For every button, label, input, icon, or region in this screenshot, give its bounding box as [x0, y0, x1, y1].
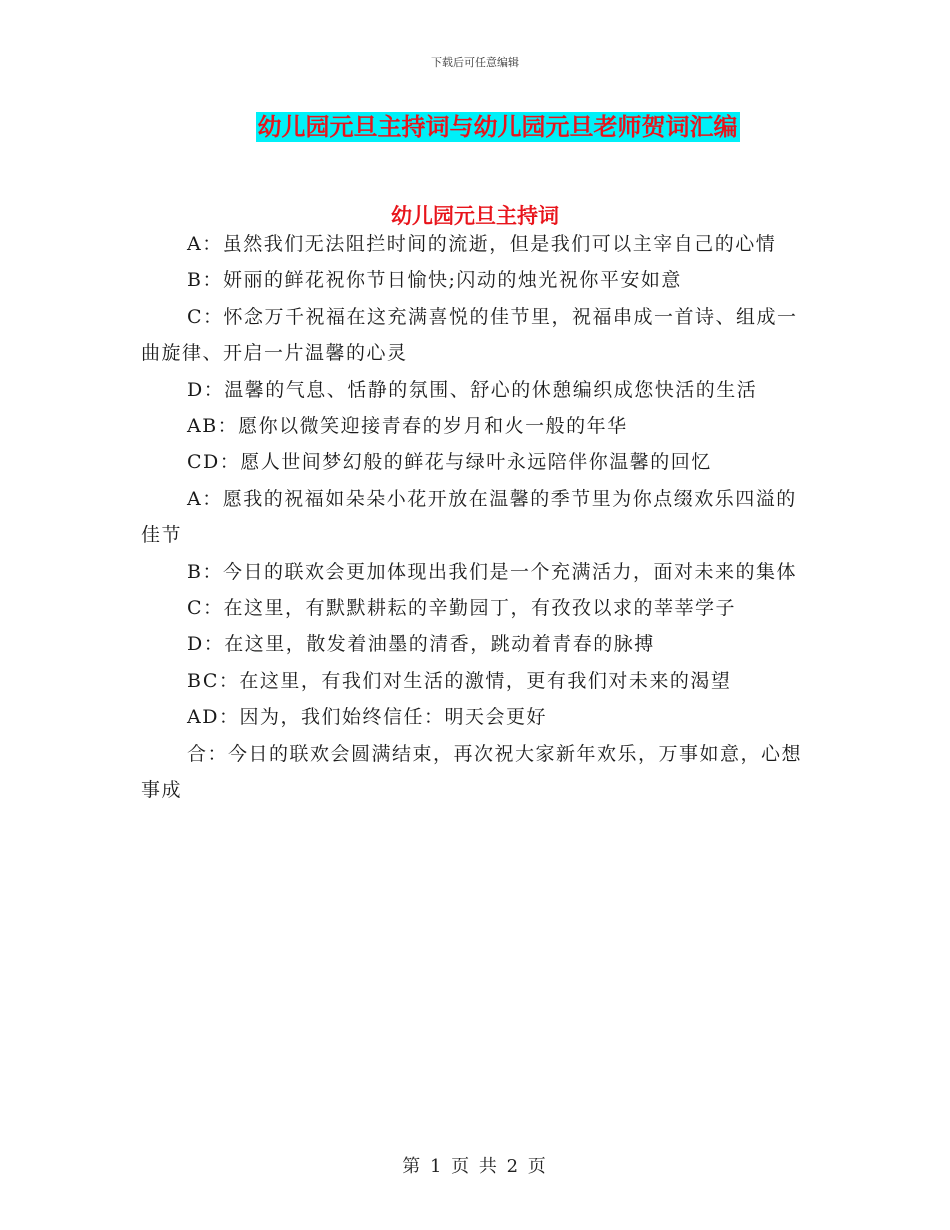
- paragraph: 合：今日的联欢会圆满结束，再次祝大家新年欢乐，万事如意，心想事成: [141, 742, 803, 802]
- header-note: 下载后可任意编辑: [431, 56, 519, 69]
- paragraph: D：温馨的气息、恬静的氛围、舒心的休憩编织成您快活的生活: [187, 378, 758, 401]
- paragraph: CD：愿人世间梦幻般的鲜花与绿叶永远陪伴你温馨的回忆: [187, 451, 712, 474]
- paragraph: AB：愿你以微笑迎接青春的岁月和火一般的年华: [187, 415, 628, 438]
- paragraph: A：愿我的祝福如朵朵小花开放在温馨的季节里为你点缀欢乐四溢的佳节: [141, 487, 797, 547]
- document-title: 幼儿园元旦主持词与幼儿园元旦老师贺词汇编: [257, 113, 738, 141]
- document-body: [141, 226, 811, 809]
- paragraph: C：怀念万千祝福在这充满喜悦的佳节里，祝福串成一首诗、组成一曲旋律、开启一片温馨的心灵: [141, 305, 798, 365]
- paragraph: A：虽然我们无法阻拦时间的流逝，但是我们可以主宰自己的心情: [187, 233, 777, 255]
- paragraph: D：在这里，散发着油墨的清香，跳动着青春的脉搏: [187, 633, 655, 656]
- paragraph: C：在这里，有默默耕耘的辛勤园丁，有孜孜以求的莘莘学子: [187, 597, 737, 620]
- paragraph: B：今日的联欢会更加体现出我们是一个充满活力，面对未来的集体: [187, 560, 797, 583]
- paragraph: BC：在这里，有我们对生活的激情，更有我们对未来的渴望: [187, 669, 732, 692]
- section-title: 幼儿园元旦主持词: [391, 204, 559, 228]
- paragraph: AD：因为，我们始终信任：明天会更好: [187, 706, 547, 729]
- page-number: 第 1 页 共 2 页: [402, 1156, 548, 1177]
- main-title-wrap: [0, 112, 950, 142]
- paragraph: B：妍丽的鲜花祝你节日愉快;闪动的烛光祝你平安如意: [187, 269, 682, 292]
